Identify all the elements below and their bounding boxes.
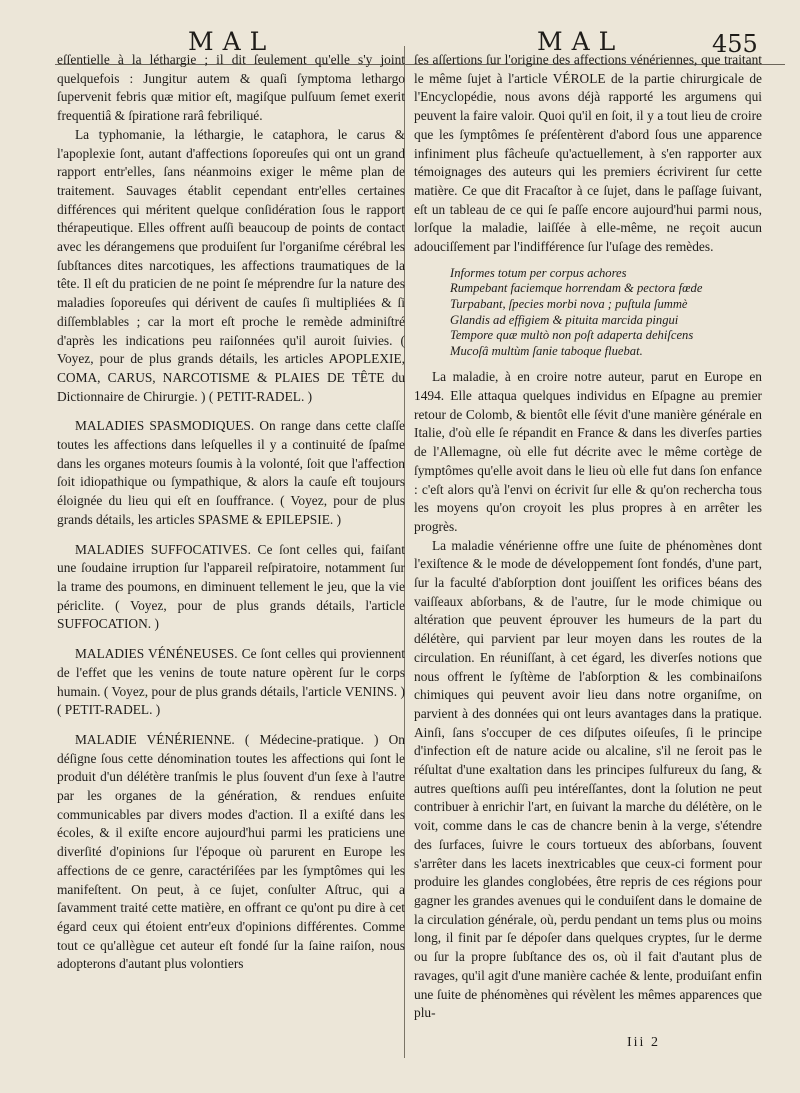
signature-mark: Iii 2 [627, 1035, 660, 1050]
paragraph: La maladie vénérienne offre une ſuite de phénomènes dont l'exiſtence & le mode de développement ſont fondés, d'une part, ſur la faculté d'abſorption dont jouiſſent les orifices béans des vaiſſeaux abſorbans, & de l'autre, ſur le mode chimique ou altération que peuvent éprouver les humeurs de la part du délétère, qui parvient par leur moyen dans les routes de la circulation. En réuniſſant, à cet égard, les diverſes notions que nous offrent le ſyſtème de l'abſorption & les combinaiſons chimiques qui peuvent avoir lieu dans notre organiſme, on parvient à des données qui ont leurs avantages dans la pratique. Ainſi, ſans s'occuper de ces diſputes oiſeuſes, ſi le principe d'infection eſt de nature acide ou alcaline, s'il ne ſeroit pas le réſultat d'une exaltation dans les principes ſulfureux du ſang, & autres queſtions auſſi peu intéreſſantes, dont la ſolution ne peut contribuer à enrichir l'art, en ſuivant la marche du délétère, on le voit, comme dans le cas de chancre benin à la verge, s'étendre des ſurfaces, ſuivre le cours tortueux des abſorbans, ſouvent s'arrêter dans les lacets inextricables que ceux-ci forment pour produire les glandes conglobées, être repris de ces régions pour gagner les grandes avenues qui le conduiſent dans le domaine de la circulation générale, où, perdu pendant un tems plus ou moins long, il finit par ſe dépoſer dans quelques cryptes, ſur le derme ou ſur la propre ſubſtance des os, où il fait d'autant plus de ravages, qu'il agit d'une manière cachée & lente, produiſant enfin une ſuite de phénomènes qui révèlent les mêmes apparences que plu- [414, 537, 763, 1021]
verse-line: Glandis ad effigiem & pituita marcida pingui [450, 312, 679, 327]
entry-spasmodiques: MALADIES SPASMODIQUES. On range dans cette claſſe toutes les affections dans leſquelles il y a continuité de ſpaſme dans les organes moteurs ſoumis à la volonté, ſoit que l'affection ſoit idiopathique ou ſympathique, & alors la cauſe eſt toujours éloignée du lieu qui eſt en ſouffrance. ( Voyez, pour de plus grands détails, les articles SPASME & EPILEPSIE. ) [57, 418, 405, 527]
latin-verse [450, 266, 762, 360]
verse-line: Turpabant, ſpecies morbi nova ; puſtula ſummè [450, 296, 688, 311]
header-right-title: MAL [537, 27, 625, 56]
left-column [57, 51, 405, 974]
header-left-title: MAL [188, 27, 276, 56]
paragraph: La maladie, à en croire notre auteur, parut en Europe en 1494. Elle attaqua quelques individus en Eſpagne au premier retour de Colomb, & bientôt elle ſévit d'une manière générale en Italie, d'où elle ſe répandit en France & dans les diverſes parties de l'Allemagne, où elle fut décrite avec le même cortège de ſymptômes qu'elle avoit dans le lieu où elle fut dans ſon enfance : c'eſt alors qu'à l'envi on écrivit ſur elle & qu'on rechercha tous les moyens qu'on croyoit les plus propres à en arrêter les progrès. [414, 369, 762, 534]
verse-line: Informes totum per corpus achores [450, 265, 627, 280]
entry-venerienne: MALADIE VÉNÉRIENNE. ( Médecine-pratique. ) On déſigne ſous cette dénomination toutes les affections qui ſont le produit d'un délétère tranſmis le plus ſouvent d'un ſexe à l'autre par les organes de la génération, & rendues enſuite communicables par divers modes d'action. Il a exiſté dans les écoles, & il exiſte encore aujourd'hui parmi les praticiens une diverſité d'opinions ſur l'époque où parurent en Europe les affections de ce genre, caractériſées par les ſymptômes qui les manifeſtent. On peut, à ce ſujet, conſulter Aſtruc, qui a ſavamment traité cette matière, en offrant ce qu'ont pu dire à cet égard ceux qui étoient entr'eux d'opinions différentes. Comme tout ce qu'allègue cet auteur eſt fondé ſur la ſaine raiſon, nous adopterons d'autant plus volontiers [57, 731, 405, 972]
paragraph: ſes aſſertions ſur l'origine des affections vénériennes, que traitant le même ſujet à l'article VÉROLE de la partie chirurgicale de l'Encyclopédie, nous avons déjà rapporté les argumens qui peuvent la faire valoir. Quoi qu'il en ſoit, il y a tout lieu de croire que les ſymptômes ſe préſentèrent d'abord ſous une apparence infiniment plus fâcheuſe qu'actuellement, à s'en rapporter aux témoignages des auteurs qui les premiers écrivirent ſur cette matière. Ce que dit Fracaſtor à ce ſujet, dans le paſſage ſuivant, eſt un tableau de ce qui ſe paſſe encore aujourd'hui parmi nous, lorſque la maladie, laiſſée à elle-même, ne reçoit aucun adouciſſement par l'indifférence ſur l'uſage des remèdes. [414, 52, 762, 255]
paragraph: La typhomanie, la léthargie, le cataphora, le carus & l'apoplexie ſont, autant d'affections ſoporeuſes qui ont un grand rapport entr'elles, ſans néanmoins exiger le même plan de traitement. Sauvages établit cependant entr'elles certaines différences qui méritent quelque conſidération ſous le rapport thérapeutique. Elles offrent auſſi beaucoup de points de contact avec les dérangemens que produiſent ſur l'organiſme cérébral les ſubſtances dites narcotiques, les affections traumatiques de la tête. Il eſt du praticien de ne point ſe méprendre ſur la nature des maladies ſoporeuſes qui dérivent de cauſes ſi multipliées & ſi diſſemblables ; car la mort eſt proche le remède adminiſtré d'après les indications peu raiſonnées qu'il auroit ſuivies. ( Voyez, pour de plus grands détails, les articles APOPLEXIE, COMA, CARUS, NARCOTISME & PLAIES DE TÊTE du Dictionnaire de Chirurgie. ) ( PETIT-RADEL. ) [57, 126, 405, 404]
page-number: 455 [712, 30, 758, 58]
verse-line: Tempore quæ multò non poſt adaperta dehiſcens [450, 328, 694, 343]
verse-line: Mucoſâ multùm ſanie taboque fluebat. [450, 343, 643, 358]
paragraph: eſſentielle à la léthargie ; il dit ſeulement qu'elle s'y joint quelquefois : Jungitur autem & quaſi ſymptoma lethargo ſupervenit febris quæ mitior eſt, magiſque pulſuum ſemet exerit frequentiâ & ſpiratione rarâ febriliqué. [57, 52, 405, 124]
verse-line: Rumpebant faciemque horrendam & pectora fœde [450, 281, 703, 296]
right-column [414, 51, 762, 1023]
entry-suffocatives: MALADIES SUFFOCATIVES. Ce ſont celles qui, faiſant une ſoudaine irruption ſur l'appareil reſpiratoire, notamment ſur la trame des poumons, en diminuent tellement le jeu, que la vie périclite. ( Voyez, pour de plus grands détails, l'article SUFFOCATION. ) [57, 541, 405, 632]
entry-veneneuses: MALADIES VÉNÉNEUSES. Ce ſont celles qui proviennent de l'effet que les venins de toute nature opèrent ſur le corps humain. ( Voyez, pour de plus grands détails, l'article VENINS. ) ( PETIT-RADEL. ) [57, 646, 405, 718]
